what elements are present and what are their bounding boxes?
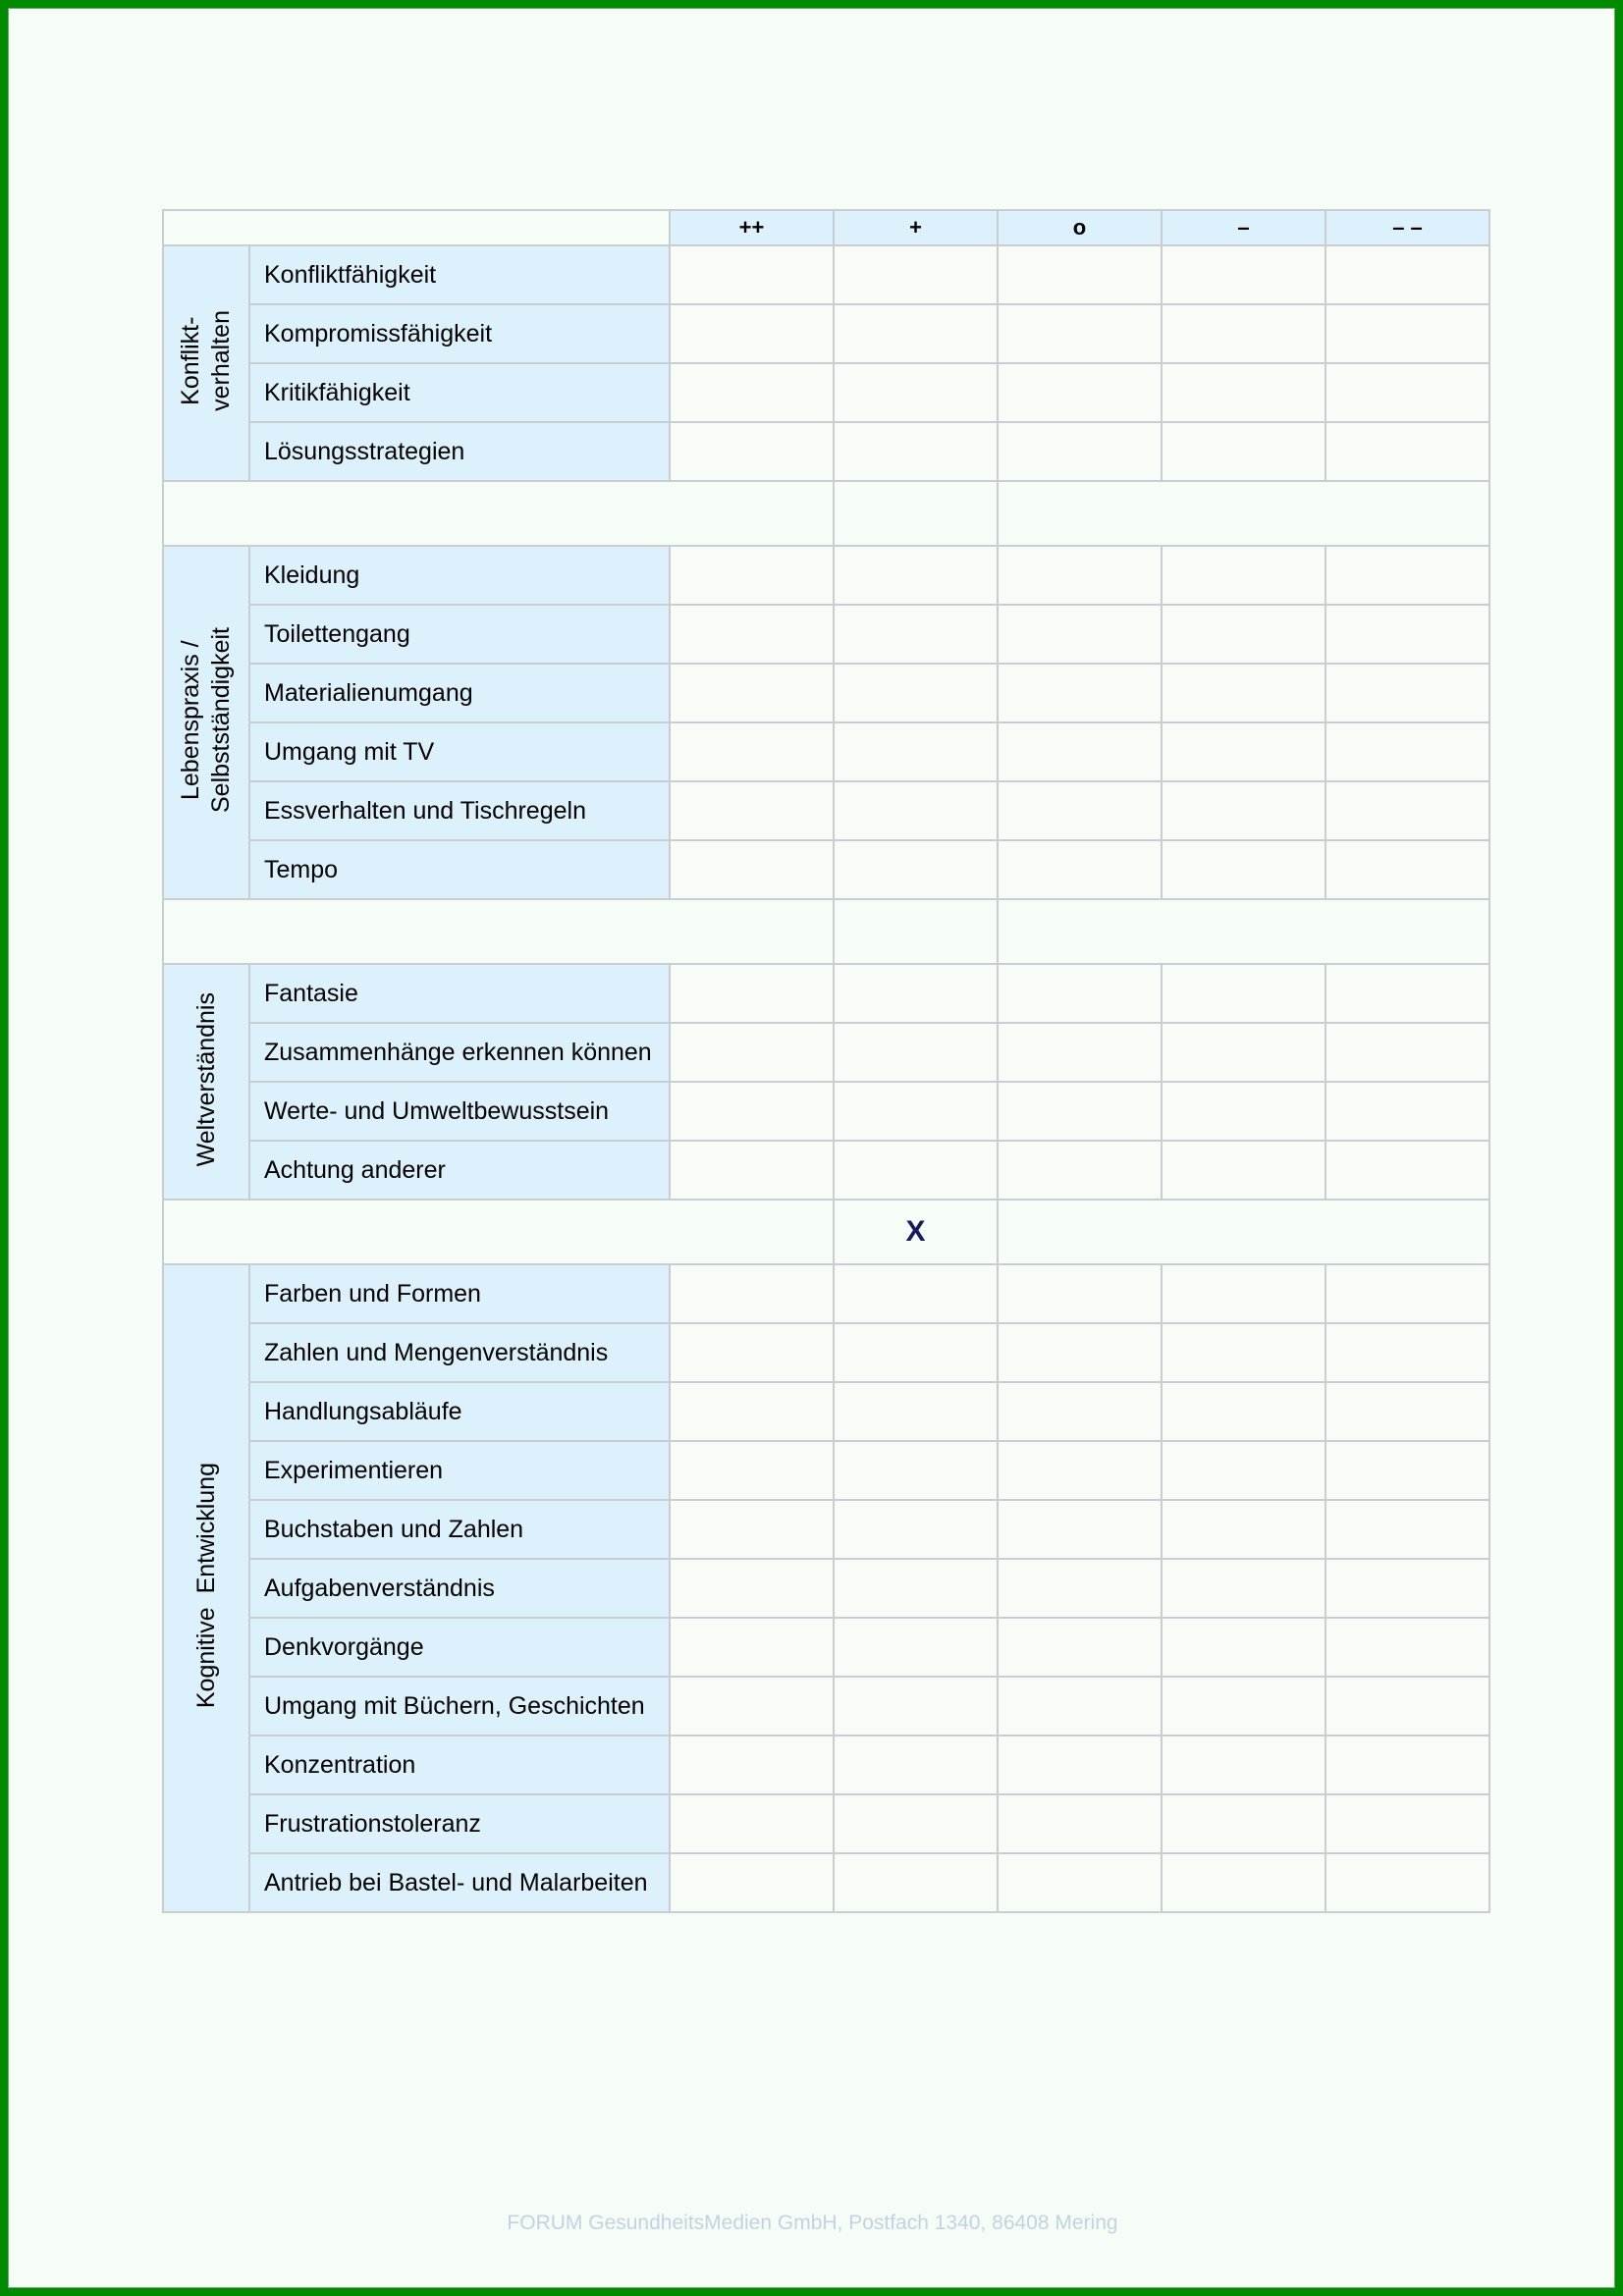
rating-cell-good[interactable] [834,1618,998,1677]
rating-header-good: + [834,210,998,245]
rating-cell-good[interactable] [834,1141,998,1200]
rating-cell-neutral[interactable] [998,422,1162,481]
rating-cell-very-good[interactable] [670,605,834,664]
rating-cell-neutral[interactable] [998,1735,1162,1794]
rating-cell-very-poor[interactable] [1325,1794,1489,1853]
rating-cell-very-good[interactable] [670,1441,834,1500]
rating-cell-very-poor[interactable] [1325,664,1489,722]
rating-cell-poor[interactable] [1162,1559,1325,1618]
rating-cell-neutral[interactable] [998,304,1162,363]
assessment-body [163,245,1489,1912]
table-row [163,1141,1489,1200]
rating-cell-very-poor[interactable] [1325,1141,1489,1200]
section-gap [163,1200,1489,1264]
rating-cell-neutral[interactable] [998,1023,1162,1082]
criterion-label: Toilettengang [249,605,670,664]
rating-cell-poor[interactable] [1162,363,1325,422]
rating-cell-good[interactable] [834,422,998,481]
rating-cell-neutral[interactable] [998,781,1162,840]
rating-cell-very-good[interactable] [670,1141,834,1200]
category-label: Kognitive Entwicklung [191,1463,220,1709]
rating-cell-very-poor[interactable] [1325,1735,1489,1794]
table-row [163,1264,1489,1323]
criterion-label: Konzentration [249,1735,670,1794]
rating-cell-very-good[interactable] [670,664,834,722]
rating-cell-very-good[interactable] [670,1082,834,1141]
rating-cell-neutral[interactable] [998,1500,1162,1559]
rating-cell-neutral[interactable] [998,1853,1162,1912]
table-row [163,245,1489,304]
criterion-label: Buchstaben und Zahlen [249,1500,670,1559]
table-row [163,1559,1489,1618]
rating-cell-neutral[interactable] [998,664,1162,722]
rating-cell-very-good[interactable] [670,1794,834,1853]
rating-cell-very-poor[interactable] [1325,1264,1489,1323]
rating-cell-neutral[interactable] [998,605,1162,664]
category-cell [163,245,249,481]
rating-cell-poor[interactable] [1162,605,1325,664]
rating-cell-neutral[interactable] [998,1618,1162,1677]
rating-cell-poor[interactable] [1162,422,1325,481]
rating-cell-very-good[interactable] [670,722,834,781]
rating-cell-very-good[interactable] [670,840,834,899]
rating-cell-very-poor[interactable] [1325,1500,1489,1559]
criterion-label: Aufgabenverständnis [249,1559,670,1618]
table-row [163,1500,1489,1559]
table-row [163,363,1489,422]
rating-cell-good[interactable] [834,1677,998,1735]
criterion-label: Lösungsstrategien [249,422,670,481]
form-page [8,8,1615,2288]
rating-cell-very-poor[interactable] [1325,781,1489,840]
rating-cell-good[interactable] [834,664,998,722]
rating-cell-poor[interactable] [1162,840,1325,899]
rating-cell-very-poor[interactable] [1325,1023,1489,1082]
rating-cell-neutral[interactable] [998,1264,1162,1323]
criterion-label: Essverhalten und Tischregeln [249,781,670,840]
rating-cell-very-good[interactable] [670,1618,834,1677]
rating-cell-good[interactable] [834,304,998,363]
footer-publisher: FORUM GesundheitsMedien GmbH, Postfach 1340, 86408 Mering [507,2212,1118,2234]
rating-cell-good[interactable] [834,1023,998,1082]
criterion-label: Kritikfähigkeit [249,363,670,422]
criterion-label: Kompromissfähigkeit [249,304,670,363]
rating-cell-very-poor[interactable] [1325,245,1489,304]
criterion-label: Umgang mit TV [249,722,670,781]
table-row [163,1382,1489,1441]
criterion-label: Antrieb bei Bastel- und Malarbeiten [249,1853,670,1912]
rating-cell-good[interactable] [834,840,998,899]
rating-cell-poor[interactable] [1162,1441,1325,1500]
category-cell [163,1264,249,1912]
criterion-label: Denkvorgänge [249,1618,670,1677]
rating-header-very-good: ++ [670,210,834,245]
table-row [163,1618,1489,1677]
rating-header-very-poor: – – [1325,210,1489,245]
rating-header-row [163,210,1489,245]
rating-cell-very-poor[interactable] [1325,422,1489,481]
rating-cell-very-good[interactable] [670,781,834,840]
rating-cell-good[interactable] [834,605,998,664]
rating-cell-poor[interactable] [1162,1735,1325,1794]
rating-cell-good[interactable] [834,1264,998,1323]
table-row [163,1794,1489,1853]
table-row [163,1677,1489,1735]
rating-cell-poor[interactable] [1162,1023,1325,1082]
rating-cell-neutral[interactable] [998,1441,1162,1500]
table-row [163,422,1489,481]
rating-header-neutral: o [998,210,1162,245]
rating-cell-poor[interactable] [1162,1382,1325,1441]
gap-spacer [998,481,1489,546]
category-cell [163,964,249,1200]
rating-cell-very-poor[interactable] [1325,1323,1489,1382]
rating-cell-very-good[interactable] [670,1735,834,1794]
gap-spacer [163,1200,834,1264]
table-row [163,1082,1489,1141]
gap-spacer [163,899,834,964]
rating-cell-very-poor[interactable] [1325,304,1489,363]
rating-cell-very-good[interactable] [670,1382,834,1441]
rating-cell-neutral[interactable] [998,1141,1162,1200]
rating-cell-poor[interactable] [1162,1677,1325,1735]
rating-cell-poor[interactable] [1162,781,1325,840]
table-row [163,840,1489,899]
rating-cell-neutral[interactable] [998,245,1162,304]
rating-cell-poor[interactable] [1162,1082,1325,1141]
rating-cell-very-poor[interactable] [1325,546,1489,605]
rating-cell-good[interactable] [834,1853,998,1912]
table-row [163,1853,1489,1912]
rating-cell-poor[interactable] [1162,304,1325,363]
rating-cell-poor[interactable] [1162,1794,1325,1853]
rating-cell-very-good[interactable] [670,546,834,605]
rating-cell-poor[interactable] [1162,722,1325,781]
rating-cell-neutral[interactable] [998,1082,1162,1141]
gap-spacer [998,899,1489,964]
rating-cell-good[interactable] [834,1559,998,1618]
criterion-label: Fantasie [249,964,670,1023]
rating-cell-good[interactable] [834,1441,998,1500]
rating-cell-very-good[interactable] [670,1323,834,1382]
rating-cell-good[interactable] [834,1500,998,1559]
rating-cell-neutral[interactable] [998,1382,1162,1441]
category-label: Weltverständnis [191,991,220,1167]
gap-mark [834,481,998,546]
table-row [163,304,1489,363]
criterion-label: Werte- und Umweltbewusstsein [249,1082,670,1141]
rating-cell-good[interactable] [834,1082,998,1141]
rating-cell-neutral[interactable] [998,964,1162,1023]
rating-cell-very-good[interactable] [670,363,834,422]
table-row [163,605,1489,664]
criterion-label: Zahlen und Mengenverständnis [249,1323,670,1382]
rating-cell-very-poor[interactable] [1325,1853,1489,1912]
rating-cell-good[interactable] [834,546,998,605]
gap-spacer [998,1200,1489,1264]
rating-cell-neutral[interactable] [998,1323,1162,1382]
rating-cell-very-poor[interactable] [1325,605,1489,664]
criterion-label: Farben und Formen [249,1264,670,1323]
rating-cell-very-good[interactable] [670,1023,834,1082]
rating-cell-poor[interactable] [1162,1141,1325,1200]
gap-mark: X [834,1200,998,1264]
rating-cell-good[interactable] [834,1794,998,1853]
criterion-label: Umgang mit Büchern, Geschichten [249,1677,670,1735]
rating-cell-very-poor[interactable] [1325,1677,1489,1735]
criterion-label: Kleidung [249,546,670,605]
table-row [163,781,1489,840]
rating-cell-neutral[interactable] [998,363,1162,422]
rating-cell-very-good[interactable] [670,304,834,363]
criterion-label: Konfliktfähigkeit [249,245,670,304]
rating-cell-neutral[interactable] [998,722,1162,781]
section-gap [163,481,1489,546]
gap-spacer [163,481,834,546]
category-cell [163,546,249,899]
rating-cell-very-poor[interactable] [1325,1441,1489,1500]
rating-cell-good[interactable] [834,722,998,781]
criterion-label: Tempo [249,840,670,899]
rating-cell-very-poor[interactable] [1325,840,1489,899]
rating-cell-poor[interactable] [1162,1264,1325,1323]
rating-cell-neutral[interactable] [998,1794,1162,1853]
category-label: Konflikt- verhalten [177,310,235,411]
rating-cell-good[interactable] [834,1382,998,1441]
rating-cell-very-good[interactable] [670,1677,834,1735]
table-row [163,1441,1489,1500]
rating-cell-very-good[interactable] [670,245,834,304]
rating-header-poor: – [1162,210,1325,245]
rating-cell-very-poor[interactable] [1325,722,1489,781]
gap-mark [834,899,998,964]
table-row [163,664,1489,722]
criterion-label: Experimentieren [249,1441,670,1500]
assessment-table [162,209,1490,1913]
rating-cell-very-good[interactable] [670,1264,834,1323]
rating-cell-very-poor[interactable] [1325,1559,1489,1618]
rating-cell-poor[interactable] [1162,245,1325,304]
criterion-label: Zusammenhänge erkennen können [249,1023,670,1082]
table-row [163,546,1489,605]
table-row [163,1023,1489,1082]
rating-cell-neutral[interactable] [998,840,1162,899]
rating-cell-poor[interactable] [1162,664,1325,722]
rating-cell-good[interactable] [834,363,998,422]
rating-cell-very-poor[interactable] [1325,1618,1489,1677]
rating-cell-very-poor[interactable] [1325,1082,1489,1141]
rating-cell-poor[interactable] [1162,1500,1325,1559]
table-row [163,1323,1489,1382]
category-label: Lebenspraxis / Selbstständigkeit [177,626,235,813]
criterion-label: Handlungsabläufe [249,1382,670,1441]
rating-cell-poor[interactable] [1162,964,1325,1023]
rating-cell-poor[interactable] [1162,546,1325,605]
criterion-label: Achtung anderer [249,1141,670,1200]
rating-cell-good[interactable] [834,964,998,1023]
rating-cell-neutral[interactable] [998,1677,1162,1735]
section-gap [163,899,1489,964]
rating-cell-poor[interactable] [1162,1853,1325,1912]
rating-cell-good[interactable] [834,245,998,304]
rating-cell-very-good[interactable] [670,964,834,1023]
rating-cell-good[interactable] [834,1323,998,1382]
rating-cell-very-poor[interactable] [1325,1382,1489,1441]
rating-cell-poor[interactable] [1162,1618,1325,1677]
rating-cell-poor[interactable] [1162,1323,1325,1382]
rating-cell-very-good[interactable] [670,1559,834,1618]
rating-cell-very-poor[interactable] [1325,363,1489,422]
rating-cell-neutral[interactable] [998,1559,1162,1618]
rating-cell-very-good[interactable] [670,422,834,481]
rating-cell-neutral[interactable] [998,546,1162,605]
rating-cell-good[interactable] [834,781,998,840]
criterion-label: Frustrationstoleranz [249,1794,670,1853]
rating-cell-very-good[interactable] [670,1500,834,1559]
rating-cell-very-poor[interactable] [1325,964,1489,1023]
criterion-label: Materialienumgang [249,664,670,722]
rating-cell-very-good[interactable] [670,1853,834,1912]
table-row [163,722,1489,781]
table-row [163,1735,1489,1794]
rating-cell-good[interactable] [834,1735,998,1794]
header-spacer [163,210,670,245]
table-row [163,964,1489,1023]
